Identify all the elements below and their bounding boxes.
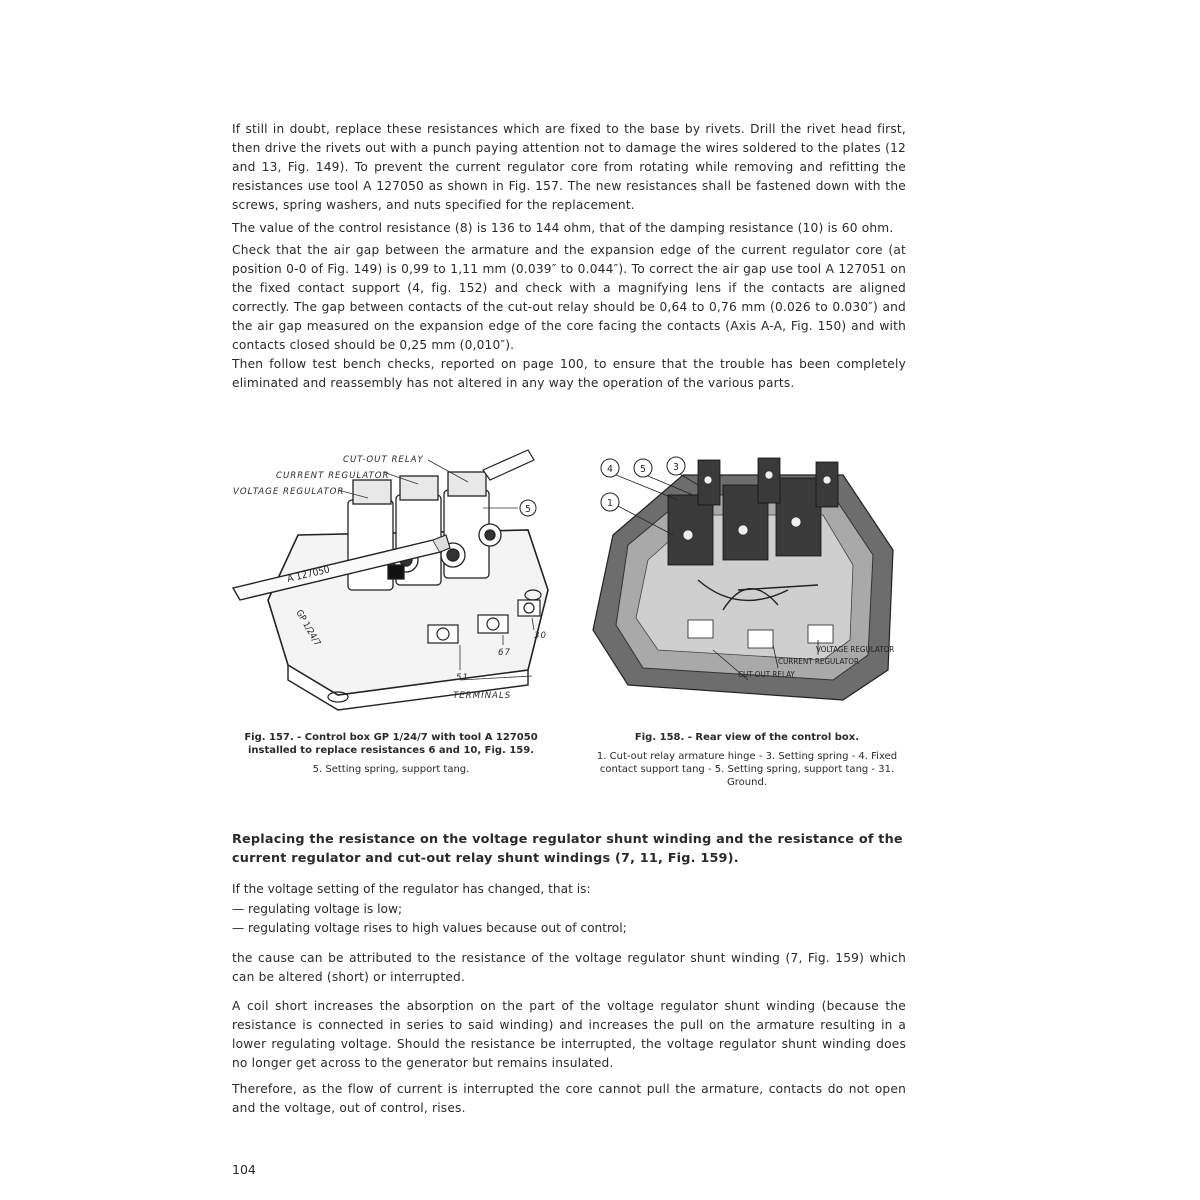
figure-157-caption-text: 5. Setting spring, support tang.: [312, 764, 470, 775]
paragraph-replace-resistances: If still in doubt, replace these resistances which are fixed to the base by rivets. Drill the rivet head first, then drive the rivets out with a punch paying attention not to damage the wires soldered to the plates (12 and 13, Fig. 149). To prevent the current regulator core from rotating while removing and refitting the resistances use tool A 127050 as shown in Fig. 157. The new resistances shall be fastened down with the screws, spring washers, and nuts specified for the replacement.: [232, 122, 906, 212]
callout-5-label: 5: [525, 504, 531, 515]
page-number: 104: [232, 1162, 256, 1177]
figure-157-control-box-illustration: [228, 440, 558, 730]
intro-text: If the voltage setting of the regulator has changed, that is:: [232, 882, 591, 896]
list-item: — regulating voltage rises to high values because out of control;: [232, 921, 627, 935]
current-regulator-label: CURRENT REGULATOR: [276, 471, 390, 481]
terminal-67-label: 67: [498, 648, 511, 658]
paragraph-air-gap: Check that the air gap between the armature and the expansion edge of the current regulator core (at position 0-0 of Fig. 149) is 0,99 to 1,11 mm (0.039″ to 0.044″). To correct the air gap use tool A 127051 on the fixed contact support (4, fig. 152) and check with a magnifying lens if the contacts are aligned correctly. The gap between contacts of the cut-out relay should be 0,64 to 0,76 mm (0.026 to 0.030″) and the air gap measured on the expansion edge of the core facing the contacts (Axis A-A, Fig. 150) and with contacts closed should be 0,25 mm (0,010″).: [232, 243, 906, 352]
figure-158-caption-text: 1. Cut-out relay armature hinge - 3. Setting spring - 4. Fixed contact support tang - 5. Setting spring, support tang - 31. Ground.: [596, 751, 898, 788]
terminals-label: TERMINALS: [453, 691, 512, 701]
figure-158-caption-title: Fig. 158. - Rear view of the control box.: [634, 732, 860, 743]
terminal-51-label: 51: [456, 673, 469, 683]
paragraph-cause: the cause can be attributed to the resistance of the voltage regulator shunt winding (7, Fig. 159) which can be altered (short) or interrupted.: [232, 951, 906, 984]
callout-4-label: 4: [607, 464, 613, 475]
section-heading: Replacing the resistance on the voltage regulator shunt winding and the resistance of the current regulator and cut-out relay shunt windings (7, 11, Fig. 159).: [232, 832, 903, 866]
figure-158-rear-view-photo: [588, 440, 908, 715]
list-item: — regulating voltage is low;: [232, 902, 403, 916]
callout-3-label: 3: [673, 462, 679, 473]
paragraph-resistance-values: The value of the control resistance (8) is 136 to 144 ohm, that of the damping resistance (10) is 60 ohm.: [232, 221, 894, 235]
paragraph-conclusion: Therefore, as the flow of current is interrupted the core cannot pull the armature, contacts do not open and the voltage, out of control, rises.: [232, 1082, 906, 1115]
callout-5-label: 5: [640, 464, 646, 475]
figure-158-caption: [582, 731, 912, 789]
voltage-regulator-label: VOLTAGE REGULATOR: [816, 645, 895, 654]
tool-label: A 127050: [286, 564, 331, 585]
current-regulator-label: CURRENT REGULATOR: [778, 657, 859, 666]
figure-157-caption: [230, 731, 552, 776]
paragraph-test-bench: Then follow test bench checks, reported on page 100, to ensure that the trouble has been completely eliminated and reassembly has not altered in any way the operation of the various parts.: [232, 357, 906, 390]
cut-out-relay-label: CUT-OUT RELAY: [343, 455, 424, 465]
paragraph-coil-short: A coil short increases the absorption on the part of the voltage regulator shunt winding (because the resistance is connected in series to said winding) and increases the pull on the armature resulting in a lower regulating voltage. Should the resistance be interrupted, the voltage regulator shunt winding does no longer get across to the generator but remains insulated.: [232, 999, 906, 1070]
figure-157-caption-title: Fig. 157. - Control box GP 1/24/7 with tool A 127050 installed to replace resistances 6 and 10, Fig. 159.: [244, 732, 538, 756]
cut-out-relay-label: CUT-OUT RELAY: [738, 670, 795, 679]
callout-1-label: 1: [607, 498, 613, 509]
box-model-label: GP 1/24/7: [293, 608, 322, 648]
voltage-regulator-label: VOLTAGE REGULATOR: [233, 487, 345, 497]
terminal-30-label: 30: [534, 631, 547, 641]
